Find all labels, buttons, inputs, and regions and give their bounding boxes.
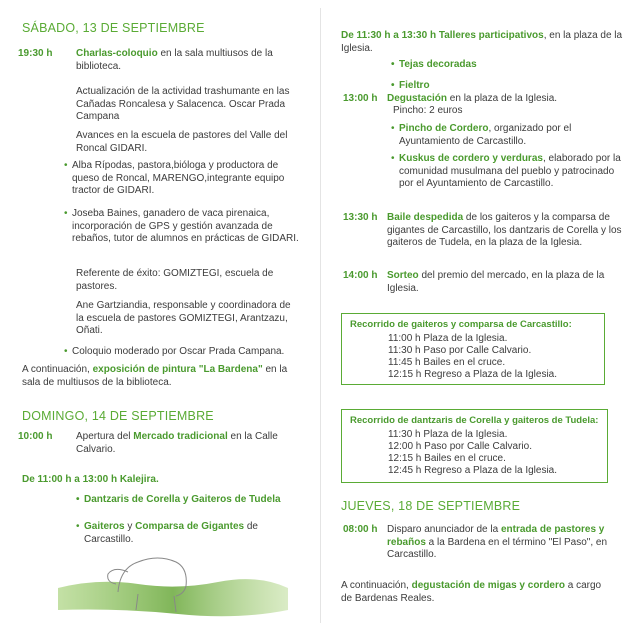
route-box-gaiteros: Recorrido de gaiteros y comparsa de Carcastillo: 11:00 h Plaza de la Iglesia. 11:30 h Paso por Calle Calvario. 11:45 h Bailes en el cruce. 12:15 h Regreso a Plaza de la Iglesia. bbox=[341, 313, 605, 385]
talk-paragraph: Ane Gartziandia, responsable y coordinadora de la escuela de pastores GOMIZTEGI, Arantzazu, Oñati. bbox=[76, 300, 291, 336]
talk-paragraph: Actualización de la actividad trashumante en las Cañadas Roncalesa y Salacenca. Oscar Prada Campana bbox=[76, 86, 290, 122]
sheep-illustration bbox=[58, 548, 288, 620]
moderator-bullet: • Coloquio moderado por Oscar Prada Campana. bbox=[72, 346, 312, 359]
speaker-bullet: • Joseba Baines, ganadero de vaca pirenaica, incorporación de GPS y gestión avanzada de rebaños, tutor de alumnos en prácticas de GIDARI. bbox=[72, 208, 302, 246]
route-line: 12:15 h Bailes en el cruce. bbox=[388, 453, 506, 464]
workshop-bullet: • Fieltro bbox=[399, 80, 430, 93]
route-line: 11:30 h Plaza de la Iglesia. bbox=[388, 429, 508, 440]
route-line: 12:00 h Paso por Calle Calvario. bbox=[388, 441, 532, 452]
tasting-bullet: • Kuskus de cordero y verduras, elaborado por la comunidad musulmana del pueblo y patrocinado por el Ayuntamiento de Carcastillo. bbox=[399, 153, 624, 191]
time-label: 19:30 h bbox=[18, 48, 53, 59]
route-line: 12:15 h Regreso a Plaza de la Iglesia. bbox=[388, 369, 557, 380]
kalejira-bullet: • Gaiteros y Comparsa de Gigantes de Carcastillo. bbox=[84, 521, 294, 546]
kalejira-line: De 11:00 h a 13:00 h Kalejira. bbox=[22, 474, 159, 485]
tasting-bullet: • Pincho de Cordero, organizado por el Ayuntamiento de Carcastillo. bbox=[399, 123, 621, 148]
talk-paragraph: Avances en la escuela de pastores del Valle del Roncal GIDARI. bbox=[76, 130, 288, 154]
route-line: 11:30 h Paso por Calle Calvario. bbox=[388, 345, 532, 356]
migas-note: A continuación, degustación de migas y cordero a cargo de Bardenas Reales. bbox=[341, 580, 602, 604]
pincho-price: Pincho: 2 euros bbox=[393, 105, 463, 116]
sunday-heading: DOMINGO, 14 DE SEPTIEMBRE bbox=[22, 409, 214, 423]
exhibition-note: A continuación, exposición de pintura "La Bardena" en la sala de multiusos de la biblioteca. bbox=[22, 364, 288, 388]
route-line: 12:45 h Regreso a Plaza de la Iglesia. bbox=[388, 465, 557, 476]
route-box-dantzaris: Recorrido de dantzaris de Corella y gaiteros de Tudela: 11:30 h Plaza de la Iglesia. 12:00 h Paso por Calle Calvario. 12:15 h Bailes en el cruce. 12:45 h Regreso a Plaza de la Iglesia. bbox=[341, 409, 608, 483]
kalejira-bullet: • Dantzaris de Corella y Gaiteros de Tudela bbox=[84, 494, 284, 507]
speaker-bullet: • Alba Rípodas, pastora,bióloga y productora de queso de Roncal, MARENGO,integrante equipo tractor de GIDARI. bbox=[72, 160, 302, 198]
column-divider bbox=[320, 8, 321, 623]
workshops-entry: De 11:30 h a 13:30 h Talleres participativos, en la plaza de la Iglesia. bbox=[341, 30, 623, 54]
thursday-heading: JUEVES, 18 DE SEPTIEMBRE bbox=[341, 499, 521, 513]
saturday-heading: SÁBADO, 13 DE SEPTIEMBRE bbox=[22, 21, 205, 35]
talk-paragraph: Referente de éxito: GOMIZTEGI, escuela de pastores. bbox=[76, 268, 274, 292]
talks-title: Charlas-coloquio bbox=[76, 48, 158, 59]
workshop-bullet: • Tejas decoradas bbox=[399, 59, 477, 72]
route-line: 11:45 h Bailes en el cruce. bbox=[388, 357, 506, 368]
route-line: 11:00 h Plaza de la Iglesia. bbox=[388, 333, 508, 344]
grass-paint bbox=[58, 579, 288, 616]
